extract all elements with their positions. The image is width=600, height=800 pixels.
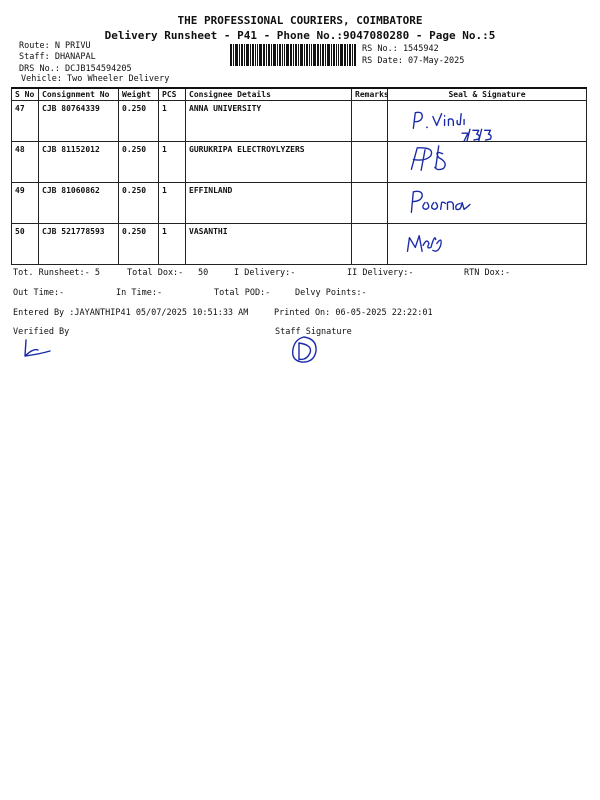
row-weight: 0.250 bbox=[119, 142, 159, 183]
entered-by: Entered By :JAYANTHIP41 05/07/2025 10:51:33 AM bbox=[13, 308, 249, 318]
total-dox-label: Total Dox:- bbox=[127, 268, 184, 278]
handwritten-signature bbox=[388, 101, 586, 141]
row-sno: 50 bbox=[12, 224, 39, 265]
out-time: Out Time:- bbox=[13, 288, 65, 298]
row-consignment: CJB 80764339 bbox=[39, 101, 119, 142]
barcode bbox=[230, 44, 356, 66]
table-row bbox=[12, 224, 587, 265]
row-pcs: 1 bbox=[159, 224, 186, 265]
drs-number: DRS No.: DCJB154594205 bbox=[19, 64, 132, 74]
row-remarks bbox=[352, 142, 388, 183]
staff-signature bbox=[287, 333, 321, 367]
row-pcs: 1 bbox=[159, 142, 186, 183]
in-time: In Time:- bbox=[116, 288, 163, 298]
row-weight: 0.250 bbox=[119, 224, 159, 265]
total-runsheet: Tot. Runsheet:- 5 bbox=[13, 268, 100, 278]
handwritten-signature bbox=[388, 224, 586, 264]
table-row bbox=[12, 101, 587, 142]
col-consignee: Consignee Details bbox=[186, 88, 352, 101]
seal-signature-cell bbox=[388, 142, 587, 183]
row-sno: 48 bbox=[12, 142, 39, 183]
row-remarks bbox=[352, 224, 388, 265]
row-consignment: CJB 81152012 bbox=[39, 142, 119, 183]
runsheet-subtitle: Delivery Runsheet - P41 - Phone No.:9047080280 - Page No.:5 bbox=[104, 29, 496, 42]
row-pcs: 1 bbox=[159, 183, 186, 224]
handwritten-signature bbox=[388, 142, 586, 182]
row-consignee: ANNA UNIVERSITY bbox=[186, 101, 352, 142]
col-remarks: Remarks bbox=[352, 88, 388, 101]
ii-delivery: II Delivery:- bbox=[347, 268, 414, 278]
table-header-row bbox=[12, 88, 587, 101]
printed-on: Printed On: 06-05-2025 22:22:01 bbox=[274, 308, 433, 318]
row-consignee: EFFINLAND bbox=[186, 183, 352, 224]
row-consignee: GURUKRIPA ELECTROYLYZERS bbox=[186, 142, 352, 183]
vehicle-label: Vehicle: Two Wheeler Delivery bbox=[21, 74, 170, 84]
row-pcs: 1 bbox=[159, 101, 186, 142]
col-consignment: Consignment No bbox=[39, 88, 119, 101]
runsheet-table bbox=[11, 87, 587, 265]
rtn-dox: RTN Dox:- bbox=[464, 268, 511, 278]
route-label: Route: N PRIVU bbox=[19, 41, 91, 51]
total-pod: Total POD:- bbox=[214, 288, 271, 298]
delvy-points: Delvy Points:- bbox=[295, 288, 367, 298]
rs-number: RS No.: 1545942 bbox=[362, 44, 439, 54]
verifier-signature bbox=[20, 338, 64, 360]
row-sno: 47 bbox=[12, 101, 39, 142]
handwritten-signature bbox=[388, 183, 586, 223]
total-dox-value: 50 bbox=[198, 268, 209, 278]
row-sno: 49 bbox=[12, 183, 39, 224]
row-consignment: CJB 81060862 bbox=[39, 183, 119, 224]
row-remarks bbox=[352, 183, 388, 224]
verified-by-label: Verified By bbox=[13, 327, 70, 337]
seal-signature-cell bbox=[388, 183, 587, 224]
col-weight: Weight bbox=[119, 88, 159, 101]
staff-label: Staff: DHANAPAL bbox=[19, 52, 96, 62]
col-sno: S No bbox=[12, 88, 39, 101]
seal-signature-cell bbox=[388, 224, 587, 265]
row-consignee: VASANTHI bbox=[186, 224, 352, 265]
seal-signature-cell bbox=[388, 101, 587, 142]
company-name: THE PROFESSIONAL COURIERS, COIMBATORE bbox=[177, 14, 423, 27]
row-remarks bbox=[352, 101, 388, 142]
rs-date: RS Date: 07-May-2025 bbox=[362, 56, 465, 66]
col-seal: Seal & Signature bbox=[388, 88, 587, 101]
row-weight: 0.250 bbox=[119, 183, 159, 224]
col-pcs: PCS bbox=[159, 88, 186, 101]
row-consignment: CJB 521778593 bbox=[39, 224, 119, 265]
table-row bbox=[12, 142, 587, 183]
row-weight: 0.250 bbox=[119, 101, 159, 142]
i-delivery: I Delivery:- bbox=[234, 268, 296, 278]
table-row bbox=[12, 183, 587, 224]
staff-signature-label: Staff Signature bbox=[275, 327, 352, 337]
